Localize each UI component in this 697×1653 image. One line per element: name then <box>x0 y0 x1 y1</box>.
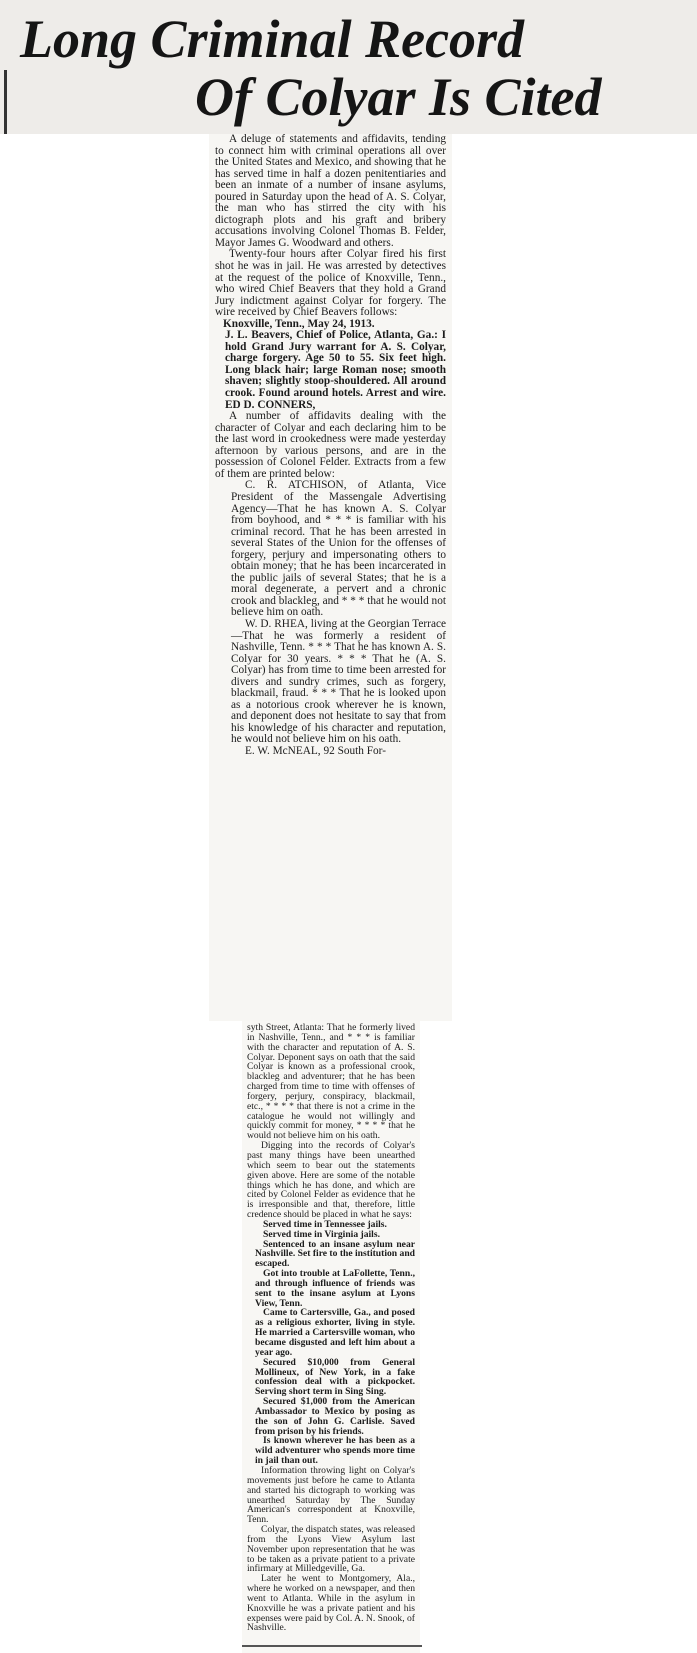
paragraph-later: Later he went to Montgomery, Ala., where he worked on a newspaper, and then went to Atlanta. While in the asylum in Knoxville he was a private patient and his expenses were paid by Col. A. N. Snook, of Nashville. <box>247 1573 415 1634</box>
headline-line-2: Of Colyar Is Cited <box>195 67 602 127</box>
list-item: Secured $10,000 from General Mollineux, of New York, in a fake confession deal with a pickpocket. Serving short term in Sing Sing. <box>255 1356 415 1398</box>
paragraph-released: Colyar, the dispatch states, was released from the Lyons View Asylum last November upon representation that he was to be taken as a private patient to a private infirmary at Milledgeville, Ga. <box>247 1524 415 1575</box>
affidavit-mcneal-continued: syth Street, Atlanta: That he formerly lived in Nashville, Tenn., and * * * is familiar with the character and reputation of A. S. Colyar. Deponent says on oath that the said Colyar is known as a professional crook, blackleg and adventurer; that he has been charged from time to time with offenses of forgery, perjury, conspiracy, blackmail, etc., * * * * that there is not a crime in the catalogue he would not willingly and quickly commit for money, * * * * that he would not believe him on his oath. <box>247 1022 415 1142</box>
telegram-text: J. L. Beavers, Chief of Police, Atlanta, Ga.: I hold Grand Jury warrant for A. S. Colyar, charge forgery. Age 50 to 55. Six feet high. Long black hair; large Roman nose; smooth shaven; slightly stoop-shouldered. All around crook. Found around hotels. Arrest and wire. ED D. CONNERS, <box>225 329 446 411</box>
list-item: Served time in Tennessee jails. <box>263 1218 387 1230</box>
list-item: Sentenced to an insane asylum near Nashville. Set fire to the institution and escaped. <box>255 1238 415 1270</box>
list-item: Got into trouble at LaFollette, Tenn., and through influence of friends was sent to the insane asylum at Lyons View, Tenn. <box>255 1268 415 1309</box>
paragraph-arrest: Twenty-four hours after Colyar fired his first shot he was in jail. He was arrested by detectives at the request of the police of Knoxville, Tenn., who wired Chief Beavers that they hold a Grand Jury indictment against Colyar for forgery. The wire received by Chief Beavers follows: <box>215 248 446 319</box>
paragraph-information: Information throwing light on Colyar's movements just before he came to Atlanta and started his dictograph to working was unearthed Saturday by The Sunday American's correspondent at Knoxville, Tenn. <box>247 1464 415 1526</box>
affidavit-atchison: C. R. ATCHISON, of Atlanta, Vice President of the Massengale Advertising Agency—That he has known A. S. Colyar from boyhood, and * * * is familiar with his criminal record. That he has been arrested in several States of the Union for the offenses of forgery, perjury and impersonating others to obtain money; that he has been incarcerated in the public jails of several States; that he is a moral degenerate, a pervert and a chronic crook and blackleg, and * * * that he would not believe him on oath. <box>231 479 446 619</box>
paragraph-digging: Digging into the records of Colyar's past many things have been unearthed which seem to bear out the statements given above. Here are some of the notable things which he has done, and which are cited by Colonel Felder as evidence that he is irresponsible and that, therefore, little credence should be placed in what he says: <box>247 1140 415 1221</box>
column-rule <box>4 70 7 134</box>
paragraph-deluge: A deluge of statements and affidavits, tending to connect him with criminal operations all over the United States and Mexico, and showing that he has served time in half a dozen penitentiaries and been an inmate of a number of insane asylums, poured in Saturday upon the head of A. S. Colyar, the man who has stirred the city with his dictograph plots and his graft and bribery accusations involving Colonel Thomas B. Felder, Mayor James G. Woodward and others. <box>215 134 446 249</box>
paragraph-affidavits: A number of affidavits dealing with the character of Colyar and each declaring him to be the last word in crookedness were made yesterday afternoon by various persons, and are in the possession of Colonel Felder. Extracts from a few of them are printed below: <box>215 410 446 480</box>
bottom-rule <box>242 1645 422 1647</box>
notable-things-list <box>247 1220 415 1466</box>
list-item: Served time in Virginia jails. <box>263 1228 380 1240</box>
list-item: Came to Cartersville, Ga., and posed as a religious exhorter, living in style. He married a Cartersville woman, who became disgusted and left him about a year ago. <box>255 1307 415 1358</box>
headline-line-1: Long Criminal Record <box>20 9 525 69</box>
article-column-2 <box>242 1021 420 1653</box>
headline-block <box>0 0 697 134</box>
list-item: Secured $1,000 from the American Ambassador to Mexico by posing as the son of John G. Carlisle. Saved from prison by his friends. <box>255 1396 415 1437</box>
telegram-dateline: Knoxville, Tenn., May 24, 1913. <box>223 317 375 330</box>
article-column-1 <box>209 134 452 1021</box>
affidavit-mcneal-start: E. W. McNEAL, 92 South For- <box>245 744 386 757</box>
affidavit-rhea: W. D. RHEA, living at the Georgian Terrace—That he was formerly a resident of Nashville, Tenn. * * * That he has known A. S. Colyar for 30 years. * * * That he (A. S. Colyar) has from time to time been arrested for divers and sundry crimes, such as forgery, blackmail, fraud. * * * That he is looked upon as a notorious crook wherever he is known, and deponent does not hesitate to say that from his knowledge of his character and reputation, he would not believe him on his oath. <box>231 617 446 746</box>
list-item: Is known wherever he has been as a wild adventurer who spends more time in jail than out. <box>255 1435 415 1467</box>
